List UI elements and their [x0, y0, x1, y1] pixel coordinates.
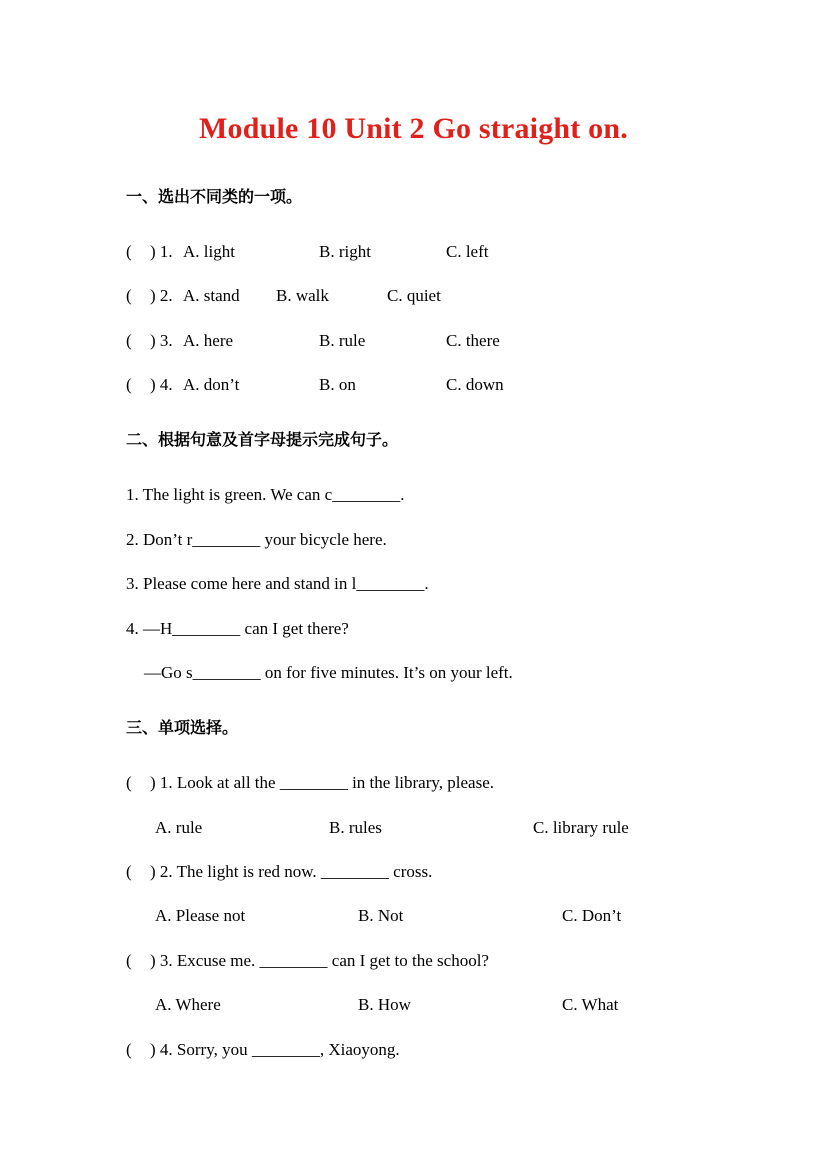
option-c: C. Don’t	[562, 906, 622, 925]
option-c: C. What	[562, 995, 619, 1014]
option-a: A. light	[183, 242, 235, 261]
fill-in-sentence: 2. Don’t r________ your bicycle here.	[126, 530, 387, 549]
option-c: C. there	[446, 331, 500, 350]
item-number: ) 1.	[150, 242, 173, 261]
question-text: ) 3. Excuse me. ________ can I get to the school?	[150, 951, 489, 970]
option-a: A. don’t	[183, 375, 240, 394]
answer-paren: (	[126, 375, 132, 394]
option-b: B. rule	[319, 331, 366, 350]
option-a: A. Where	[155, 995, 221, 1014]
answer-paren: (	[126, 951, 132, 970]
option-b: B. right	[319, 242, 371, 261]
option-a: A. rule	[155, 818, 203, 837]
section3-heading: 三、单项选择。	[126, 718, 239, 737]
option-a: A. Please not	[155, 906, 246, 925]
option-b: B. on	[319, 375, 356, 394]
answer-paren: (	[126, 242, 132, 261]
item-number: ) 4.	[150, 375, 173, 394]
section2-heading: 二、根据句意及首字母提示完成句子。	[126, 430, 399, 449]
page-title: Module 10 Unit 2 Go straight on.	[199, 112, 628, 145]
answer-paren: (	[126, 331, 132, 350]
option-b: B. How	[358, 995, 411, 1014]
section1-heading: 一、选出不同类的一项。	[126, 187, 303, 206]
option-c: C. down	[446, 375, 504, 394]
item-number: ) 2.	[150, 286, 173, 305]
answer-paren: (	[126, 286, 132, 305]
question-text: ) 4. Sorry, you ________, Xiaoyong.	[150, 1040, 400, 1059]
item-number: ) 3.	[150, 331, 173, 350]
option-c: C. library rule	[533, 818, 629, 837]
option-a: A. here	[183, 331, 234, 350]
question-text: ) 2. The light is red now. ________ cross.	[150, 862, 433, 881]
option-b: B. rules	[329, 818, 382, 837]
option-a: A. stand	[183, 286, 240, 305]
question-text: ) 1. Look at all the ________ in the library, please.	[150, 773, 495, 792]
answer-paren: (	[126, 862, 132, 881]
option-c: C. quiet	[387, 286, 441, 305]
answer-paren: (	[126, 1040, 132, 1059]
option-c: C. left	[446, 242, 489, 261]
fill-in-sentence: 1. The light is green. We can c________.	[126, 485, 405, 504]
fill-in-sentence: 4. —H________ can I get there?	[126, 619, 349, 638]
option-b: B. Not	[358, 906, 404, 925]
option-b: B. walk	[276, 286, 329, 305]
fill-in-sentence: —Go s________ on for five minutes. It’s on your left.	[144, 663, 513, 682]
answer-paren: (	[126, 773, 132, 792]
fill-in-sentence: 3. Please come here and stand in l________.	[126, 574, 429, 593]
